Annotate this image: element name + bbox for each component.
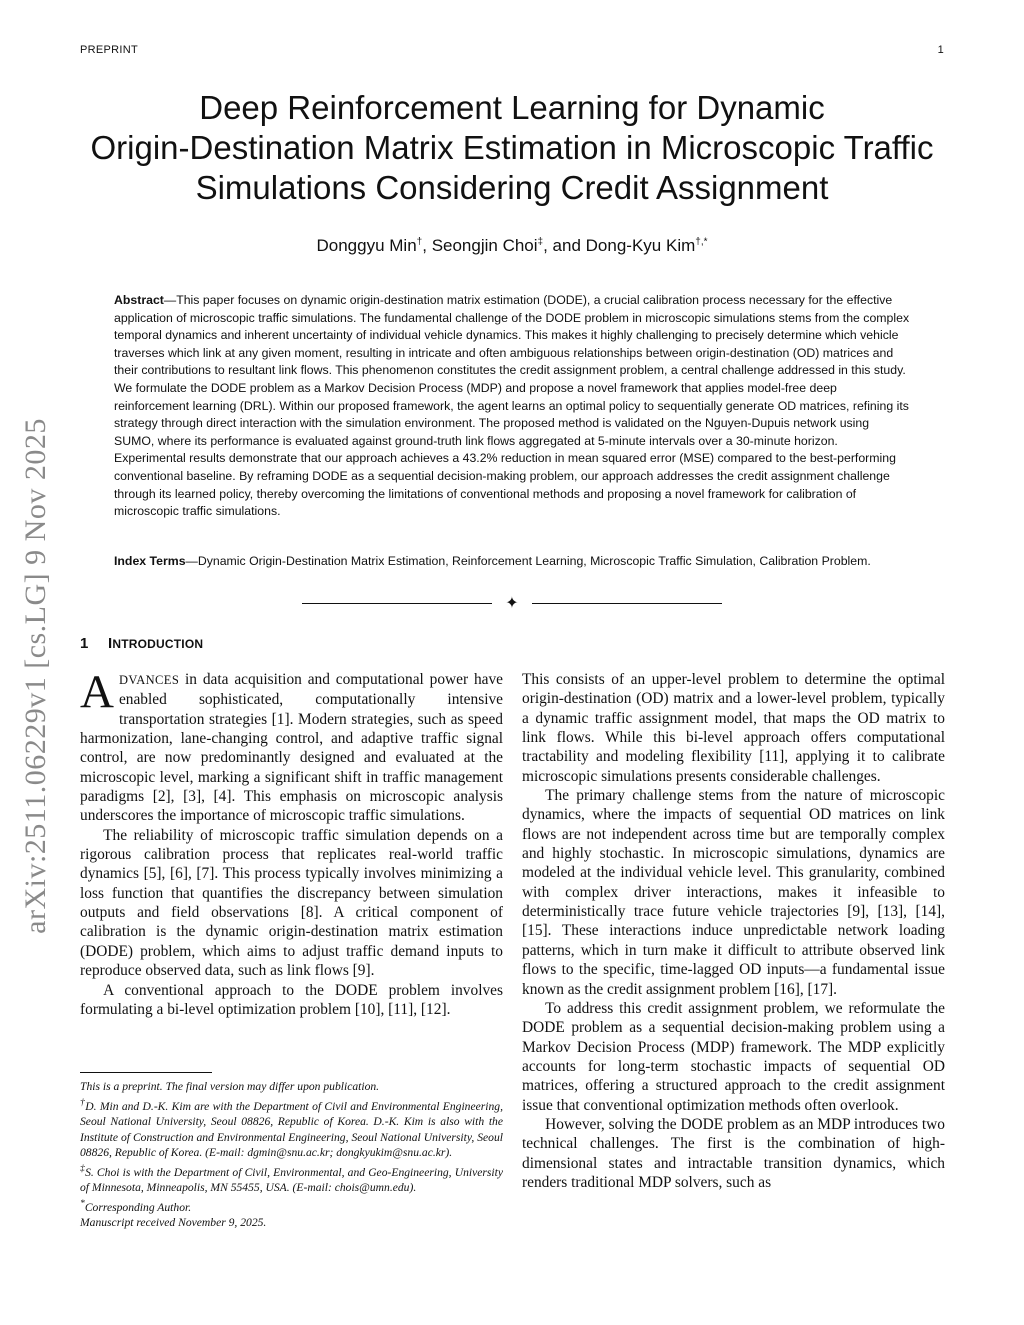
abstract-text: —This paper focuses on dynamic origin-destination matrix estimation (DODE), a crucial calibration process necessary for the effective application of microscopic traffic simulations. The fundamental challenge of the DODE problem in microscopic simulations stems from the complex temporal dynamics and inherent uncertainty of individual vehicle dynamics. This makes it highly challenging to precisely determine which vehicle traverses which link at any given moment, resulting in intricate and often ambiguous relationships between origin-destination (OD) matrices and their contributions to resultant link flows. This phenomenon constitutes the credit assignment problem, a central challenge addressed in this study. We formulate the DODE problem as a Markov Decision Process (MDP) and propose a novel framework that applies model-free deep reinforcement learning (DRL). Within our proposed framework, the agent learns an optimal policy to sequentially generate OD matrices, refining its strategy through direct interaction with the simulation environment. The proposed method is validated on the Nguyen-Dupuis network using SUMO, where its performance is evaluated against ground-truth link flows aggregated at 5-minute intervals over a 30-minute horizon. Experimental results demonstrate that our approach achieves a 43.2% reduction in mean squared error (MSE) compared to the best-performing conventional baseline. By reframing DODE as a sequential decision-making problem, our approach addresses the credit assignment challenge through its learned policy, thereby overcoming the limitations of conventional methods and proposing a novel framework for calibration of microscopic traffic simulations. bbox=[114, 293, 910, 519]
drop-cap: A bbox=[80, 666, 114, 718]
footnote-text: D. Min and D.-K. Kim are with the Department of Civil and Environmental Engineering, Seoul National University, Seoul 08826, Republic of Korea. D.-K. Kim is also with the Institute of Construction and Environmental Engineering, Seoul National University, Seoul 08826, Republic of Korea. (E-mail: dgmin@snu.ac.kr; dongkyukim@snu.ac.kr). bbox=[80, 1099, 503, 1160]
running-header bbox=[80, 44, 944, 56]
footnotes bbox=[80, 1079, 503, 1231]
divider-rule bbox=[302, 603, 492, 604]
arxiv-sidebar bbox=[2, 376, 70, 976]
footnote-mark: † bbox=[80, 1096, 86, 1108]
author-name: Donggyu Min bbox=[316, 236, 417, 255]
author-separator: , bbox=[422, 236, 432, 255]
footnote: This is a preprint. The final version may differ upon publication. bbox=[80, 1080, 380, 1093]
footnote bbox=[80, 1196, 503, 1215]
title-line: Origin-Destination Matrix Estimation in Microscopic Traffic bbox=[90, 129, 934, 166]
abstract bbox=[114, 292, 912, 521]
title-line: Simulations Considering Credit Assignment bbox=[195, 169, 829, 206]
paper-title bbox=[60, 88, 964, 208]
running-header-label: PREPRINT bbox=[80, 44, 139, 56]
section-title-initial: I bbox=[108, 635, 113, 652]
lead-smallcaps: DVANCES bbox=[118, 673, 180, 687]
footnote-mark: * bbox=[80, 1197, 85, 1209]
footnote: Manuscript received November 9, 2025. bbox=[80, 1216, 267, 1230]
footnote bbox=[80, 1161, 503, 1196]
index-terms bbox=[114, 553, 912, 571]
author-separator: , and bbox=[543, 236, 586, 255]
divider-ornament-icon: ✦ bbox=[505, 595, 519, 612]
author-name: Dong-Kyu Kim bbox=[585, 236, 696, 255]
affiliation-mark: †,* bbox=[695, 236, 708, 248]
right-column bbox=[522, 670, 945, 1192]
footnote-text: Corresponding Author. bbox=[84, 1200, 192, 1214]
page-number: 1 bbox=[937, 44, 944, 56]
paragraph: However, solving the DODE problem as an MDP introduces two technical challenges. The first is the combination of high-dimensional states and intractable transition dynamics, which renders traditional MDP solvers, such as bbox=[522, 1115, 945, 1191]
footnote-text: S. Choi is with the Department of Civil, Environmental, and Geo-Engineering, University of Minnesota, Minneapolis, MN 55455, USA. (E-mail: chois@umn.edu). bbox=[80, 1165, 504, 1195]
paragraph: This consists of an upper-level problem to determine the optimal origin-destination (OD) matrix and a lower-level problem, typically a dynamic traffic assignment model, that maps the OD matrix to link flows. While this bi-level approach offers computational tractability and modeling flexibility [11], applying it to calibrate microscopic simulations presents considerable challenges. bbox=[522, 671, 945, 785]
title-line: Deep Reinforcement Learning for Dynamic bbox=[199, 89, 825, 126]
paragraph: The reliability of microscopic traffic simulation depends on a rigorous calibration process that replicates real-world traffic dynamics [5], [6], [7]. This process typically involves minimizing a loss function that quantifies the discrepancy between simulation outputs and field observations [8]. A critical component of calibration is the dynamic origin-destination matrix estimation (DODE) problem, which aims to adjust traffic demand inputs to reproduce observed data, such as link flows [9]. bbox=[80, 826, 503, 980]
footnote-mark: ‡ bbox=[80, 1162, 86, 1174]
section-heading bbox=[80, 635, 203, 652]
affiliation-mark: † bbox=[416, 236, 423, 248]
arxiv-identifier: arXiv:2511.06229v1 [cs.LG] 9 Nov 2025 bbox=[19, 418, 52, 934]
section-divider bbox=[302, 594, 722, 614]
footnote-rule bbox=[80, 1072, 212, 1073]
index-terms-label: Index Terms bbox=[114, 554, 186, 568]
index-terms-text: —Dynamic Origin-Destination Matrix Estimation, Reinforcement Learning, Microscopic Traffic Simulation, Calibration Problem. bbox=[185, 554, 871, 568]
paragraph: To address this credit assignment problem, we reformulate the DODE problem as a sequential decision-making problem using a Markov Decision Process (MDP) framework. The MDP explicitly accounts for long-term stochastic impacts of sequential OD matrices, offering a structured approach to the credit assignment issue that conventional optimization methods often overlook. bbox=[522, 999, 945, 1114]
affiliation-mark: ‡ bbox=[537, 236, 544, 248]
paragraph: A conventional approach to the DODE problem involves formulating a bi-level optimization problem [10], [11], [12]. bbox=[80, 981, 503, 1018]
paragraph-text: in data acquisition and computational power have enabled sophisticated, computationally intensive transportation strategies [1]. Modern strategies, such as speed harmonization, lane-changing control, and adaptive traffic signal control, are now predominantly designed and evaluated at the microscopic level, marking a significant shift in traffic management paradigms [2], [3], [4]. This emphasis on microscopic analysis underscores the importance of microscopic traffic simulations. bbox=[80, 671, 503, 825]
author-list bbox=[60, 236, 964, 256]
divider-rule bbox=[532, 603, 722, 604]
author-name: Seongjin Choi bbox=[431, 236, 538, 255]
section-title-rest: NTRODUCTION bbox=[112, 637, 204, 651]
paragraph: The primary challenge stems from the nature of microscopic dynamics, where the impacts of sequential OD matrices on link flows are not independent across time but are temporally complex and highly stochastic. In microscopic simulations, dynamics are modeled at the individual vehicle level. This granularity, combined with complex driver interactions, makes it infeasible to deterministically trace future vehicle trajectories [9], [13], [14], [15]. These interactions induce unpredictable network loading patterns, which in turn make it difficult to attribute observed link flows to the specific, time-lagged OD inputs—a fundamental issue known as the credit assignment problem [16], [17]. bbox=[522, 787, 945, 998]
paragraph bbox=[80, 666, 503, 826]
footnote bbox=[80, 1095, 503, 1161]
section-number: 1 bbox=[80, 635, 89, 652]
left-column bbox=[80, 666, 503, 1019]
abstract-label: Abstract bbox=[114, 293, 164, 307]
